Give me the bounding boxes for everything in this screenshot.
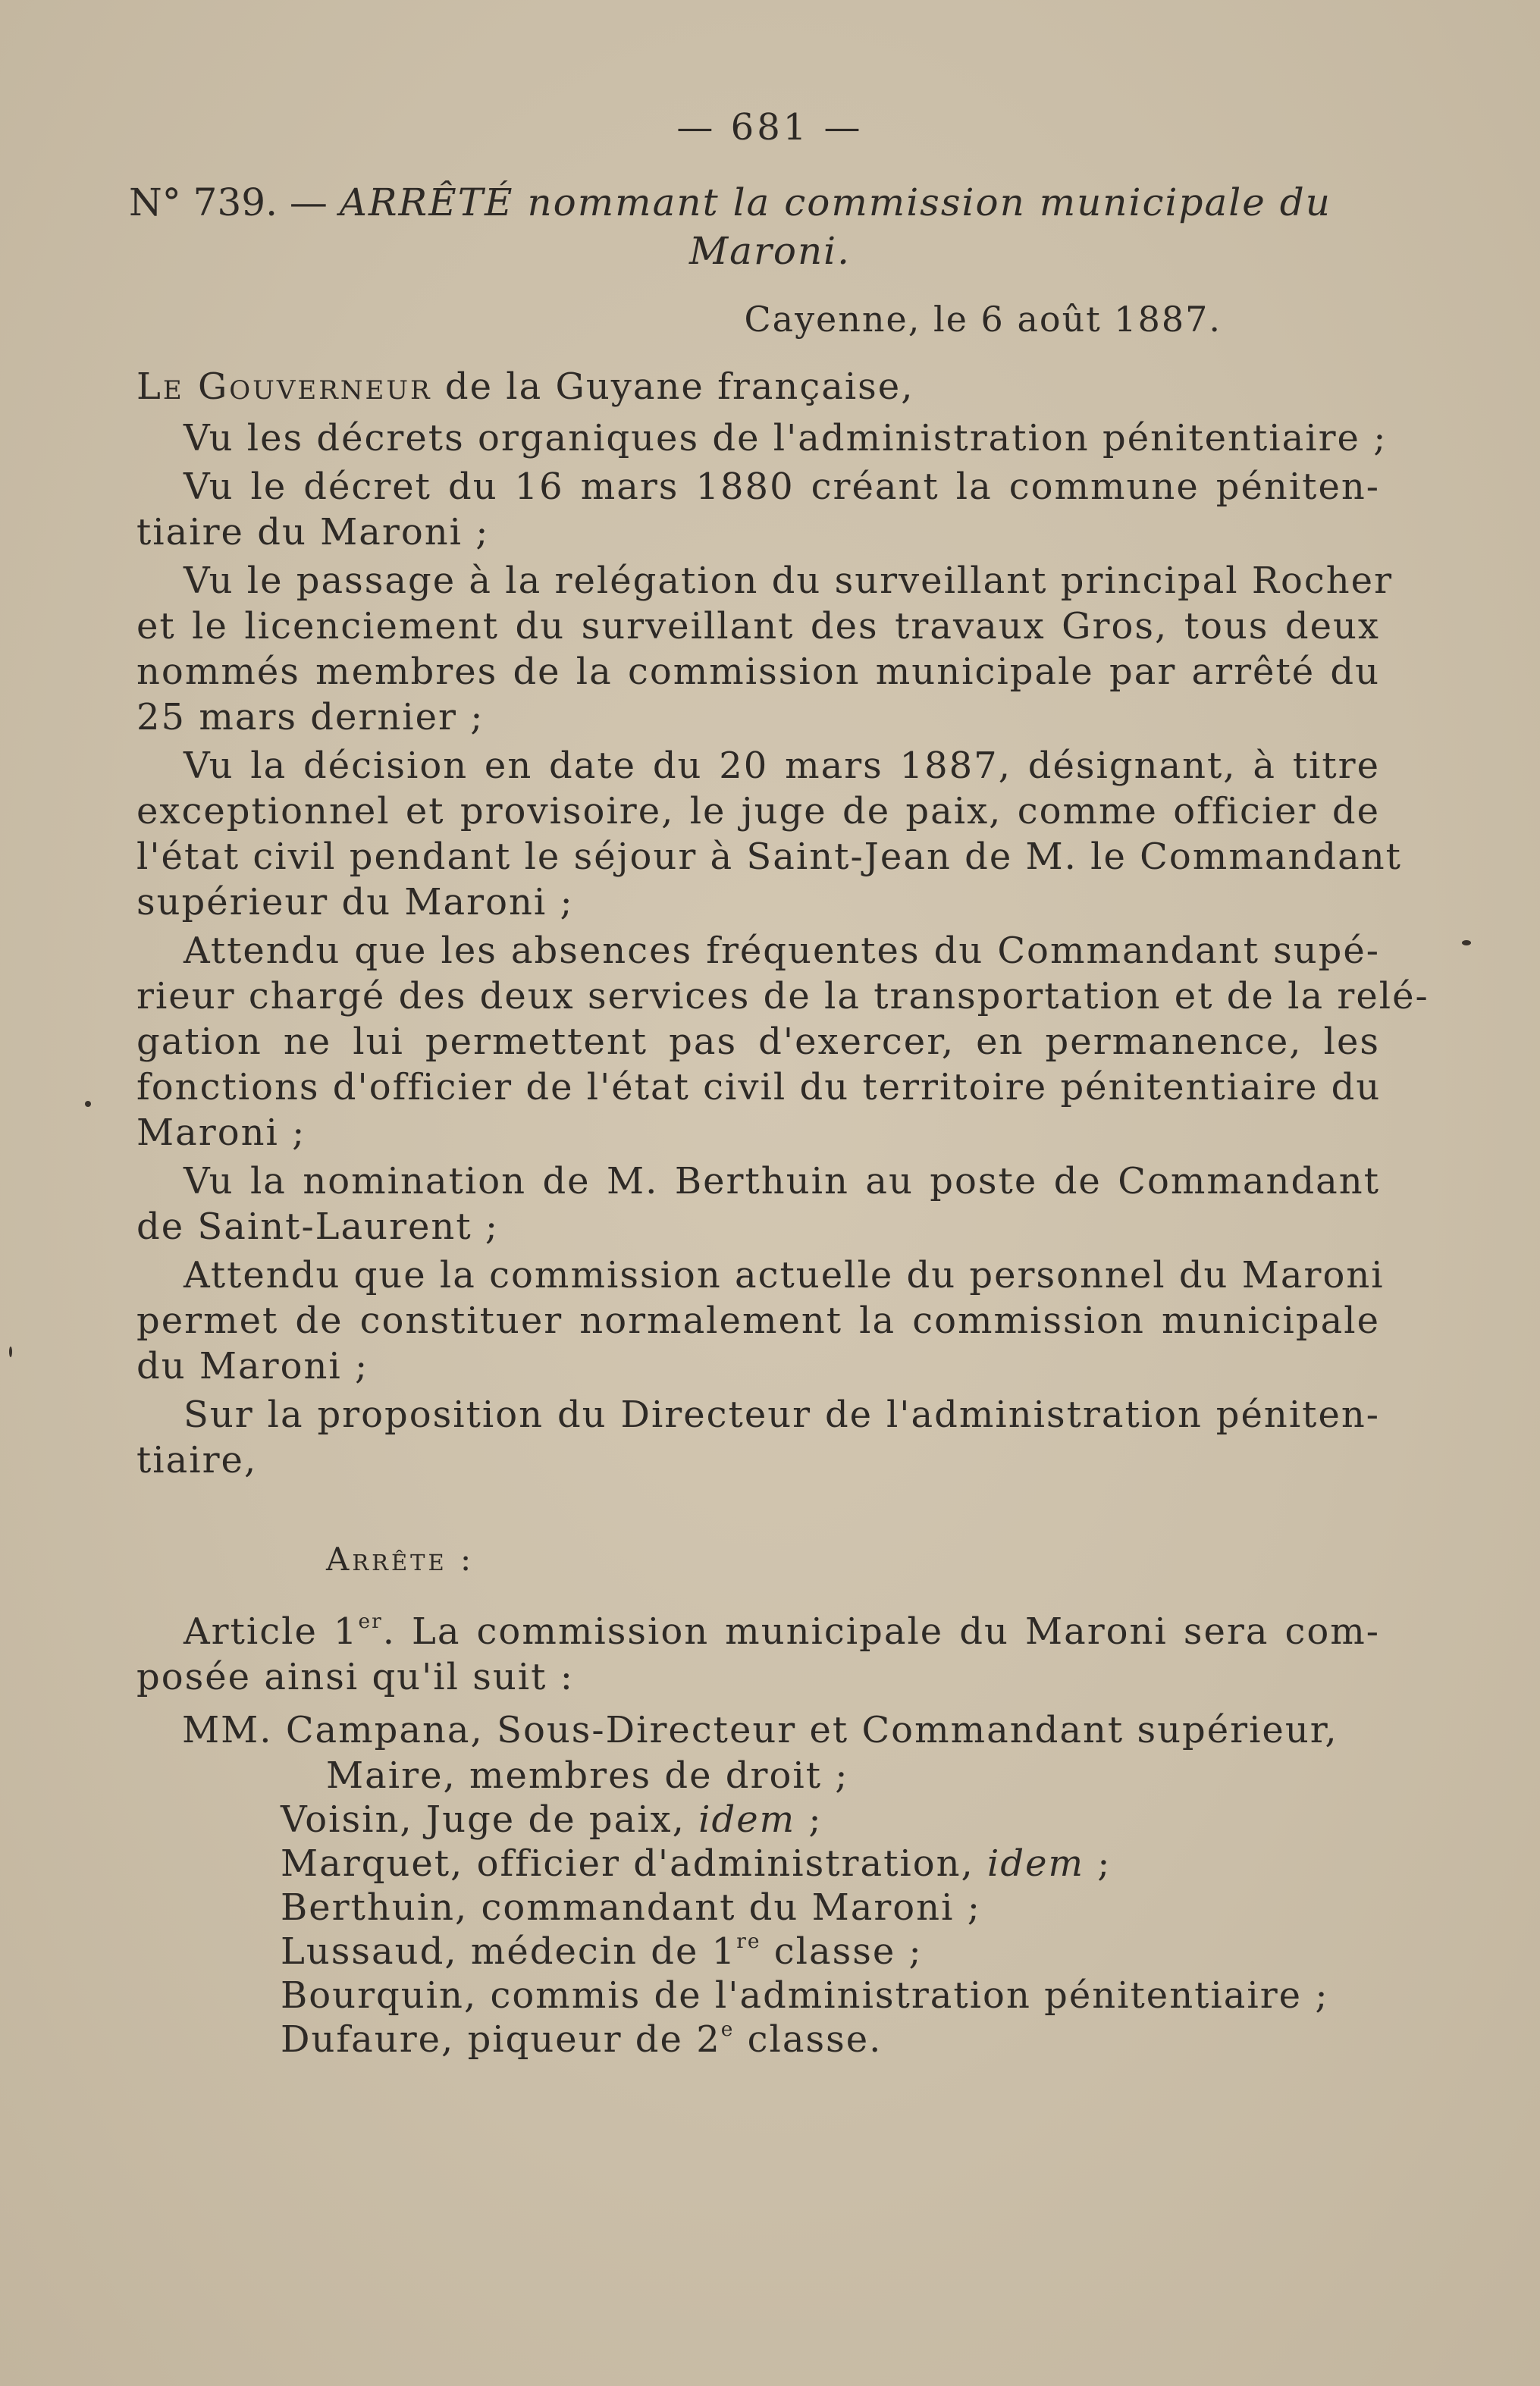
member-end: ; [795,1798,823,1841]
member-line-6 [281,1929,923,1974]
body-line: l'état civil pendant le séjour à Saint-Jean de M. le Commandant [136,836,1402,878]
decree-number: N° 739. [129,180,278,224]
member-end: classe ; [761,1930,923,1973]
body-line: du Maroni ; [136,1345,369,1387]
member-line-1: MM. Campana, Sous-Directeur et Commandant supérieur, [182,1709,1338,1751]
member-name: Marquet, officier d'administration, [281,1842,988,1885]
member-line-7: Bourquin, commis de l'administration pénitentiaire ; [281,1974,1329,2017]
article-label: Article 1 [183,1610,359,1653]
member-line-3 [281,1797,823,1842]
body-line: Attendu que les absences fréquentes du Commandant supé- [183,930,1380,972]
body-line: 25 mars dernier ; [136,696,485,738]
member-line-4 [281,1841,1111,1886]
body-line: permet de constituer normalement la commission municipale [136,1300,1380,1342]
decree-title: ARRÊTÉ nommant la commission municipale du [339,180,1331,224]
body-line: tiaire, [136,1439,258,1481]
opening-rest: de la Guyane française, [431,365,914,408]
body-line: Vu la décision en date du 20 mars 1887, désignant, à titre [183,745,1380,787]
member-idem: idem [698,1798,796,1841]
body-line: Vu la nomination de M. Berthuin au poste de Commandant [183,1160,1380,1202]
body-line: et le licenciement du surveillant des travaux Gros, tous deux [136,605,1380,647]
body-line: Vu le passage à la relégation du surveillant principal Rocher [183,560,1394,602]
article-text: . La commission municipale du Maroni sera com- [382,1610,1381,1653]
ink-speck [9,1347,12,1357]
member-name: Dufaure, piqueur de 2 [281,2018,721,2061]
body-line: Vu les décrets organiques de l'administration pénitentiaire ; [183,417,1388,459]
body-line: Sur la proposition du Directeur de l'administration péniten- [183,1394,1380,1436]
decree-title-line-2 [0,227,1540,274]
body-line: nommés membres de la commission municipale par arrêté du [136,651,1380,693]
member-line-2: Maire, membres de droit ; [326,1754,849,1797]
member-line-8 [281,2017,882,2062]
title-dash: — [289,180,328,224]
member-end: ; [1084,1842,1112,1885]
body-line: Attendu que la commission actuelle du personnel du Maroni [183,1254,1385,1296]
decree-title-continuation: Maroni. [688,229,852,273]
body-line: de Saint-Laurent ; [136,1206,500,1248]
member-name: Lussaud, médecin de 1 [281,1930,737,1973]
arrete-heading: Arrête : [326,1541,475,1578]
ink-speck [85,1101,91,1107]
opening-line [136,364,1380,409]
body-line: Maroni ; [136,1111,306,1154]
member-end: classe. [734,2018,883,2061]
member-name: Voisin, Juge de paix, [281,1798,699,1841]
member-superscript: e [720,2017,735,2041]
page-number: — 681 — [676,106,864,149]
body-line: supérieur du Maroni ; [136,881,574,923]
member-line-5: Berthuin, commandant du Maroni ; [281,1886,981,1929]
body-line: rieur chargé des deux services de la transportation et de la relé- [136,975,1429,1017]
date-line: Cayenne, le 6 août 1887. [744,299,1222,340]
body-line: gation ne lui permettent pas d'exercer, en permanence, les [136,1021,1380,1063]
article-superscript: er [358,1609,383,1633]
governor-label: Le Gouverneur [136,365,432,408]
decree-title-line-1 [129,179,1380,226]
body-line: tiaire du Maroni ; [136,511,490,553]
article-line-1 [136,1609,1380,1654]
ink-speck [1462,940,1471,945]
member-idem: idem [987,1842,1085,1885]
article-line-2: posée ainsi qu'il suit : [136,1656,574,1698]
body-line: exceptionnel et provisoire, le juge de paix, comme officier de [136,790,1380,832]
body-line: Vu le décret du 16 mars 1880 créant la commune péniten- [183,466,1380,508]
body-line: fonctions d'officier de l'état civil du territoire pénitentiaire du [136,1066,1382,1108]
member-superscript: re [736,1929,761,1953]
